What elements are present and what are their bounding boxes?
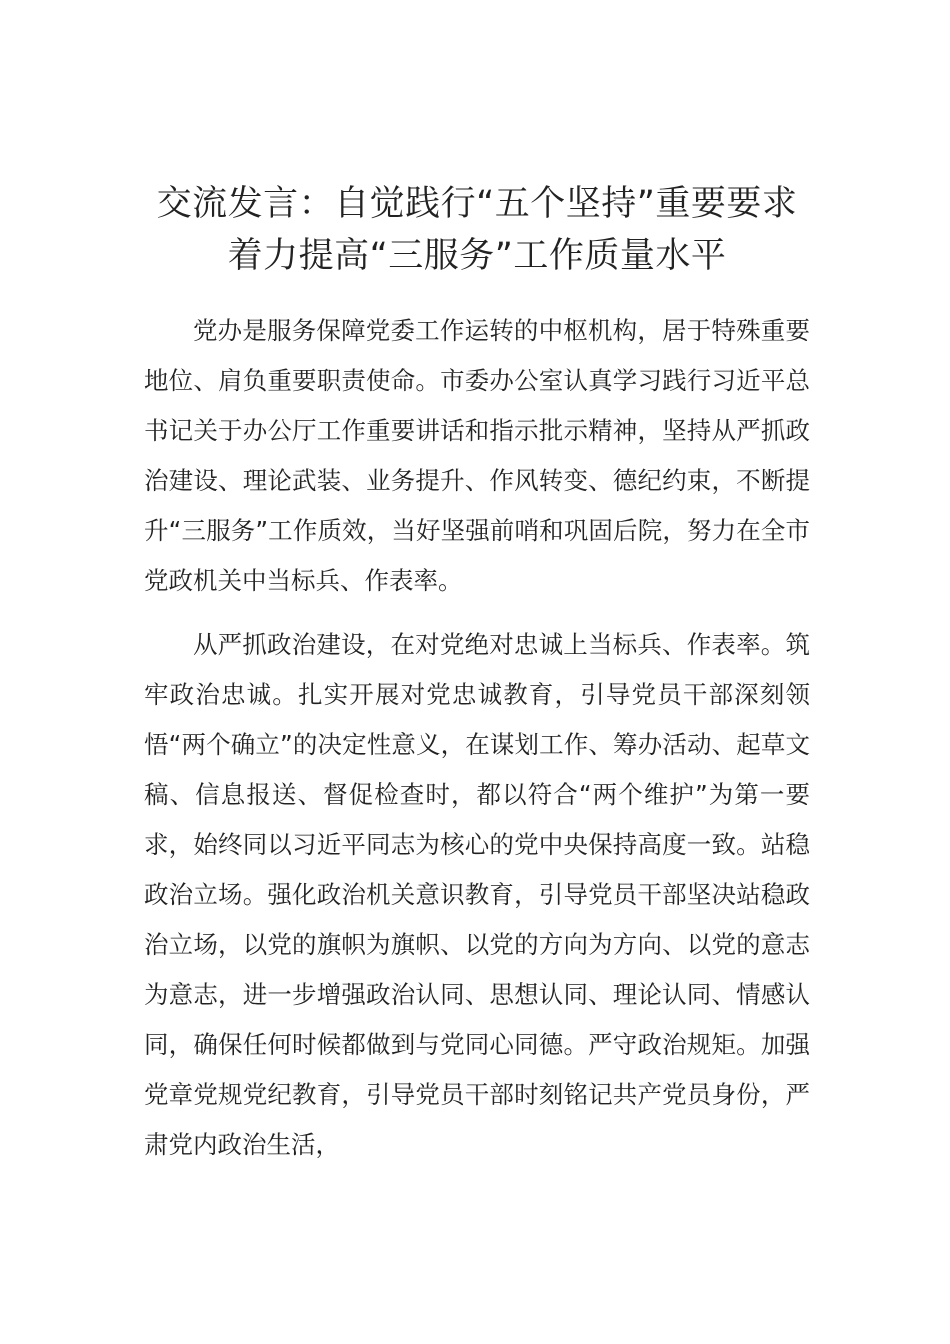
paragraph-political-building: 从严抓政治建设，在对党绝对忠诚上当标兵、作表率。筑牢政治忠诚。扎实开展对党忠诚教育，引导党员干部深刻领悟“两个确立”的决定性意义，在谋划工作、筹办活动、起草文稿、信息报送、督促检查时，都以符合“两个维护”为第一要求，始终同以习近平同志为核心的党中央保持高度一致。站稳政治立场。强化政治机关意识教育，引导党员干部坚决站稳政治立场，以党的旗帜为旗帜、以党的方向为方向、以党的意志为意志，进一步增强政治认同、思想认同、理论认同、情感认同，确保任何时候都做到与党同心同德。严守政治规矩。加强党章党规党纪教育，引导党员干部时刻铭记共产党员身份，严肃党内政治生活， [144,630,810,1159]
document-title: 交流发言：自觉践行“五个坚持”重要要求着力提高“三服务”工作质量水平 [156,184,798,276]
document-body [144,306,810,1170]
paragraph-intro: 党办是服务保障党委工作运转的中枢机构，居于特殊重要地位、肩负重要职责使命。市委办公室认真学习践行习近平总书记关于办公厅工作重要讲话和指示批示精神，坚持从严抓政治建设、理论武装、业务提升、作风转变、德纪约束，不断提升“三服务”工作质效，当好坚强前哨和巩固后院，努力在全市党政机关中当标兵、作表率。 [144,316,810,595]
